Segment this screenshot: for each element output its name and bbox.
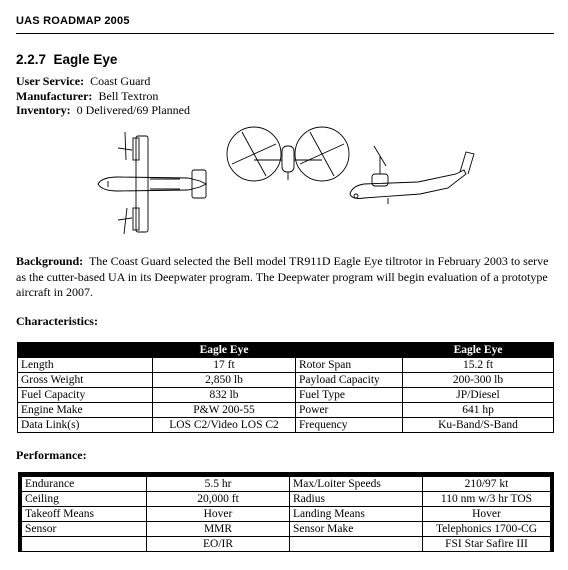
table-cell-label: Rotor Span	[296, 358, 403, 373]
table-row	[22, 507, 551, 522]
column-header: Eagle Eye	[153, 343, 296, 358]
running-header: UAS ROADMAP 2005	[16, 15, 130, 27]
table-cell-value: 5.5 hr	[147, 477, 290, 492]
table-cell-value: MMR	[147, 522, 290, 537]
table-row	[22, 477, 551, 492]
header-rule	[16, 33, 554, 34]
table-cell-label: Landing Means	[290, 507, 423, 522]
table-cell-value: FSI Star Safire III	[423, 537, 551, 552]
table-cell-value: P&W 200-55	[153, 403, 296, 418]
front-view-drawing	[227, 127, 349, 181]
section-name: Eagle Eye	[53, 52, 118, 67]
performance-table	[21, 476, 551, 552]
table-cell-value: 200-300 lb	[403, 373, 554, 388]
aircraft-meta	[16, 74, 190, 118]
meta-user-service: User Service: Coast Guard	[16, 74, 151, 88]
section-number: 2.2.7	[16, 52, 47, 67]
table-row	[18, 418, 554, 433]
table-cell-value: EO/IR	[147, 537, 290, 552]
table-row	[22, 492, 551, 507]
performance-heading: Performance:	[16, 448, 87, 462]
table-cell-label: Fuel Capacity	[18, 388, 153, 403]
characteristics-table	[17, 342, 554, 433]
table-cell-value: Telephonics 1700-CG	[423, 522, 551, 537]
side-view-drawing	[350, 146, 474, 204]
table-cell-value: JP/Diesel	[403, 388, 554, 403]
table-cell-value: 2,850 lb	[153, 373, 296, 388]
header-blank-cell	[18, 343, 153, 358]
table-cell-label: Takeoff Means	[22, 507, 147, 522]
table-cell-value: Ku-Band/S-Band	[403, 418, 554, 433]
table-cell-label: Gross Weight	[18, 373, 153, 388]
header-blank-cell	[296, 343, 403, 358]
table-cell-label: Power	[296, 403, 403, 418]
table-row	[22, 537, 551, 552]
table-cell-label	[290, 537, 423, 552]
table-cell-value: 15.2 ft	[403, 358, 554, 373]
table-row	[18, 358, 554, 373]
table-cell-label: Max/Loiter Speeds	[290, 477, 423, 492]
table-cell-label	[22, 537, 147, 552]
table-cell-label: Fuel Type	[296, 388, 403, 403]
table-cell-label: Radius	[290, 492, 423, 507]
table-cell-label: Ceiling	[22, 492, 147, 507]
meta-manufacturer: Manufacturer: Bell Textron	[16, 88, 159, 103]
table-row	[22, 522, 551, 537]
eagle-eye-three-view-drawing	[88, 124, 478, 236]
table-cell-label: Payload Capacity	[296, 373, 403, 388]
background-text: The Coast Guard selected the Bell model TR911D Eagle Eye tiltrotor in February 2003 to serve as the cutter-based UA in its Deepwater program. The Deepwater program will begin evaluation of a prototype aircraft in 2007.	[16, 254, 549, 299]
table-row	[18, 388, 554, 403]
table-cell-value: 210/97 kt	[423, 477, 551, 492]
table-cell-label: Frequency	[296, 418, 403, 433]
table-cell-label: Engine Make	[18, 403, 153, 418]
table-row	[18, 403, 554, 418]
table-cell-label: Sensor	[22, 522, 147, 537]
background-label: Background:	[16, 254, 84, 268]
table-cell-value: LOS C2/Video LOS C2	[153, 418, 296, 433]
table-cell-value: 641 hp	[403, 403, 554, 418]
table-cell-label: Length	[18, 358, 153, 373]
section-title	[16, 52, 117, 67]
characteristics-heading: Characteristics:	[16, 314, 98, 328]
top-view-drawing	[98, 132, 206, 234]
table-cell-value: Hover	[147, 507, 290, 522]
column-header: Eagle Eye	[403, 343, 554, 358]
table-row	[18, 373, 554, 388]
table-cell-value: 110 nm w/3 hr TOS	[423, 492, 551, 507]
table-cell-label: Endurance	[22, 477, 147, 492]
table-cell-label: Sensor Make	[290, 522, 423, 537]
table-cell-value: Hover	[423, 507, 551, 522]
background-paragraph	[16, 254, 556, 301]
meta-inventory: Inventory: 0 Delivered/69 Planned	[16, 103, 190, 117]
table-header-row	[18, 343, 554, 358]
table-cell-value: 17 ft	[153, 358, 296, 373]
table-cell-value: 20,000 ft	[147, 492, 290, 507]
table-cell-label: Data Link(s)	[18, 418, 153, 433]
table-cell-value: 832 lb	[153, 388, 296, 403]
